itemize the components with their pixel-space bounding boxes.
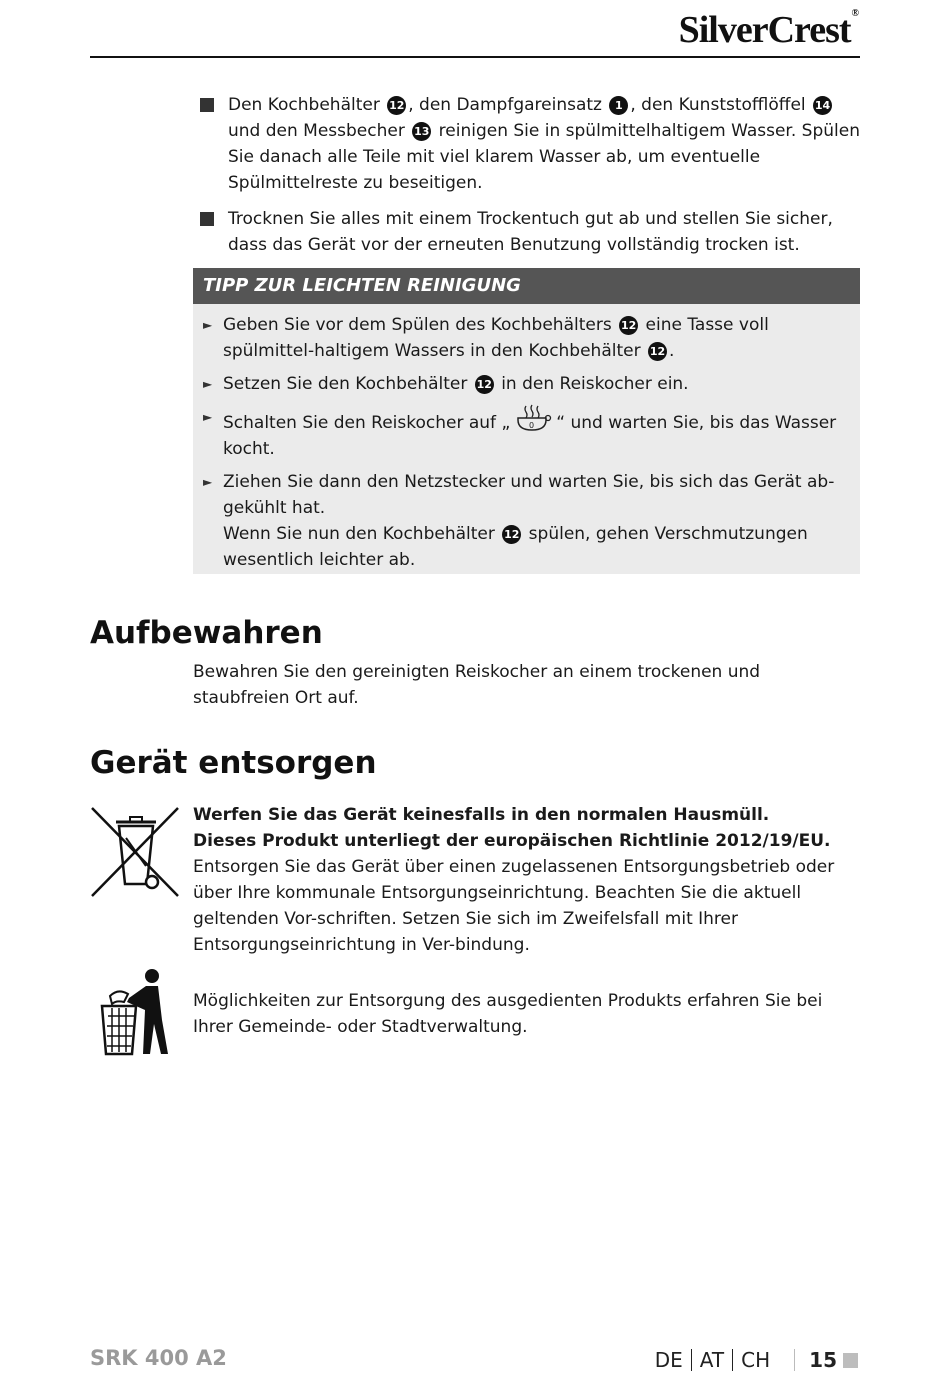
square-bullet-icon <box>200 98 214 112</box>
cleaning-list <box>200 92 860 268</box>
number-badge: 12 <box>619 316 638 335</box>
number-badge: 12 <box>648 342 667 361</box>
brand-logo: SilverCrest® <box>678 8 858 51</box>
number-badge: 1 <box>609 96 628 115</box>
arrow-bullet-icon: ► <box>203 410 213 424</box>
tidyman-bin-icon <box>100 968 172 1058</box>
list-item: ► Setzen Sie den Kochbehälter 12 in den Reiskocher ein. <box>203 371 843 397</box>
storage-text: Bewahren Sie den gereinigten Reiskocher an einem trockenen und staubfreien Ort auf. <box>193 662 761 708</box>
number-badge: 12 <box>475 375 494 394</box>
page-number: 15 <box>809 1348 837 1372</box>
list-item: Den Kochbehälter 12 , den Dampfgareinsatz 1 , den Kunststofflöffel 14 und den Messbecher 13 reinigen Sie in spülmittelhaltigem Wasser. Spülen Sie danach alle Teile mit viel klarem Wasser ab, um eventuelle Spülmittelreste zu beseitigen. <box>200 92 860 196</box>
square-bullet-icon <box>200 212 214 226</box>
arrow-bullet-icon: ► <box>203 377 213 391</box>
disposal-text: Werfen Sie das Gerät keinesfalls in den normalen Hausmüll. Dieses Produkt unterliegt der europäischen Richtlinie 2012/19/EU. Entsorgen Sie das Gerät über einen zugelassenen Entsorgungsbetrieb oder über Ihre kommunale Entsorgungseinrichtung. Beachten Sie die aktuell geltenden Vor-schriften. Setzen Sie sich im Zweifelsfall mit Ihrer Entsorgungseinrichtung in Ver-bindung. <box>193 805 835 955</box>
svg-text:0: 0 <box>529 421 535 430</box>
disposal-text-2: Möglichkeiten zur Entsorgung des ausgedienten Produkts erfahren Sie bei Ihrer Gemeinde- oder Stadtverwaltung. <box>193 991 823 1037</box>
number-badge: 12 <box>502 525 521 544</box>
header-rule <box>90 56 860 58</box>
footer-locale-page: DE AT CH 15 <box>655 1348 858 1372</box>
list-item: ► Geben Sie vor dem Spülen des Kochbehälters 12 eine Tasse voll spülmittel-haltigem Wassers in den Kochbehälter 12 . <box>203 312 843 364</box>
tip-title: TIPP ZUR LEICHTEN REINIGUNG <box>193 268 860 304</box>
storage-heading: Aufbewahren <box>90 615 323 651</box>
list-item: ► Schalten Sie den Reiskocher auf „ 0 “ und warten Sie, bis das Wasser kocht. <box>203 404 843 462</box>
arrow-bullet-icon: ► <box>203 318 213 332</box>
number-badge: 12 <box>387 96 406 115</box>
crossed-out-wheelie-bin-icon <box>90 806 182 898</box>
page-marker-icon <box>843 1353 858 1368</box>
disposal-heading: Gerät entsorgen <box>90 745 377 781</box>
list-item: ► Ziehen Sie dann den Netzstecker und warten Sie, bis sich das Gerät ab-gekühlt hat. Wenn Sie nun den Kochbehälter 12 spülen, gehen Verschmutzungen wesentlich leichter ab. <box>203 469 843 573</box>
number-badge: 13 <box>412 122 431 141</box>
tip-box <box>193 268 860 574</box>
steam-cooking-icon <box>512 404 554 432</box>
number-badge: 14 <box>813 96 832 115</box>
arrow-bullet-icon: ► <box>203 475 213 489</box>
model-number: SRK 400 A2 <box>90 1346 227 1370</box>
list-item: Trocknen Sie alles mit einem Trockentuch gut ab und stellen Sie sicher, dass das Gerät vor der erneuten Benutzung vollständig trocken ist. <box>200 206 860 258</box>
